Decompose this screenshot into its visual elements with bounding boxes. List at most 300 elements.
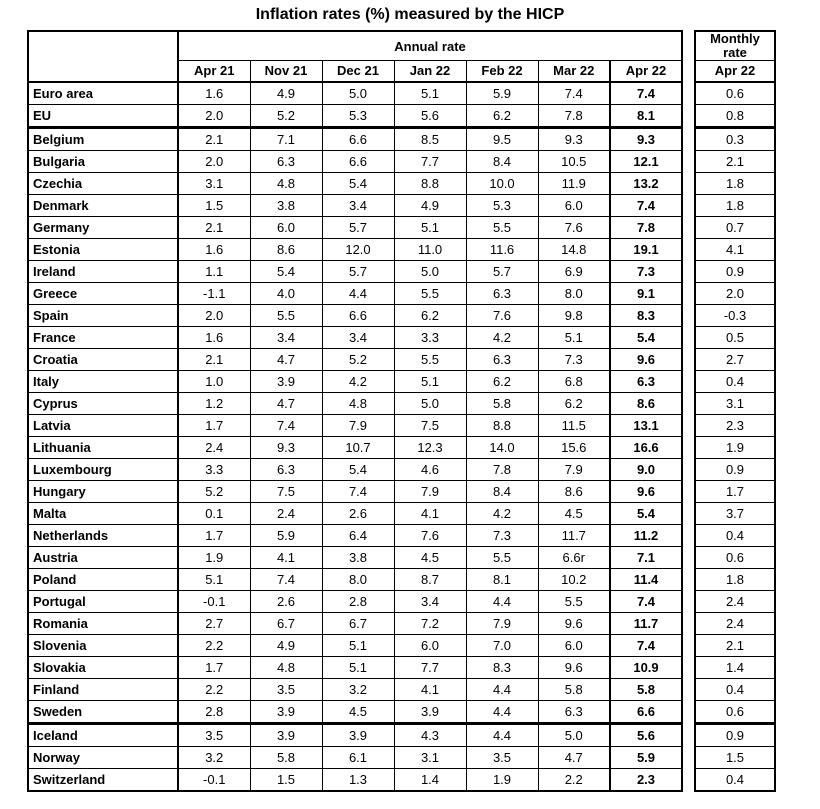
annual-value-cell: 5.8 bbox=[250, 746, 322, 768]
annual-value-cell: 7.5 bbox=[394, 414, 466, 436]
monthly-value-cell: 2.3 bbox=[695, 414, 775, 436]
annual-value-cell: 8.7 bbox=[394, 568, 466, 590]
monthly-value-cell: 0.6 bbox=[695, 82, 775, 105]
annual-value-cell: -0.1 bbox=[178, 590, 250, 612]
annual-value-cell: 3.5 bbox=[250, 678, 322, 700]
monthly-value-cell: 1.8 bbox=[695, 172, 775, 194]
row-label-switzerland: Switzerland bbox=[28, 768, 178, 791]
annual-value-cell: 3.5 bbox=[466, 746, 538, 768]
annual-value-cell: 5.8 bbox=[610, 678, 682, 700]
annual-value-cell: 5.5 bbox=[394, 348, 466, 370]
annual-value-cell: 6.6r bbox=[538, 546, 610, 568]
annual-value-cell: 5.5 bbox=[466, 216, 538, 238]
monthly-value-cell: 1.9 bbox=[695, 436, 775, 458]
annual-value-cell: 12.0 bbox=[322, 238, 394, 260]
annual-value-cell: 5.0 bbox=[394, 392, 466, 414]
annual-value-cell: 8.1 bbox=[610, 104, 682, 127]
table-gap bbox=[682, 238, 695, 260]
table-gap bbox=[682, 127, 695, 150]
annual-value-cell: 5.3 bbox=[466, 194, 538, 216]
annual-value-cell: 12.1 bbox=[610, 150, 682, 172]
table-row bbox=[28, 746, 775, 768]
annual-value-cell: 4.1 bbox=[394, 502, 466, 524]
annual-value-cell: 6.6 bbox=[322, 150, 394, 172]
annual-value-cell: 5.1 bbox=[178, 568, 250, 590]
annual-value-cell: 6.8 bbox=[538, 370, 610, 392]
annual-value-cell: 9.6 bbox=[538, 656, 610, 678]
column-header-apr-21: Apr 21 bbox=[178, 61, 250, 82]
table-gap bbox=[682, 656, 695, 678]
table-gap bbox=[682, 304, 695, 326]
row-label-italy: Italy bbox=[28, 370, 178, 392]
annual-value-cell: 7.3 bbox=[538, 348, 610, 370]
table-row bbox=[28, 82, 775, 105]
annual-value-cell: 3.4 bbox=[394, 590, 466, 612]
annual-value-cell: 7.9 bbox=[466, 612, 538, 634]
row-label-finland: Finland bbox=[28, 678, 178, 700]
table-row bbox=[28, 480, 775, 502]
annual-value-cell: 1.6 bbox=[178, 82, 250, 105]
column-header-apr-22: Apr 22 bbox=[610, 61, 682, 82]
annual-value-cell: 14.0 bbox=[466, 436, 538, 458]
annual-value-cell: 7.9 bbox=[538, 458, 610, 480]
annual-value-cell: 5.7 bbox=[466, 260, 538, 282]
table-row bbox=[28, 502, 775, 524]
table-row bbox=[28, 546, 775, 568]
annual-value-cell: 4.2 bbox=[466, 502, 538, 524]
annual-value-cell: 5.2 bbox=[178, 480, 250, 502]
row-label-eu: EU bbox=[28, 104, 178, 127]
table-row bbox=[28, 238, 775, 260]
annual-value-cell: 7.1 bbox=[250, 127, 322, 150]
table-gap bbox=[682, 172, 695, 194]
annual-value-cell: 7.1 bbox=[610, 546, 682, 568]
table-row bbox=[28, 436, 775, 458]
monthly-value-cell: 1.7 bbox=[695, 480, 775, 502]
annual-value-cell: 4.3 bbox=[394, 723, 466, 746]
annual-value-cell: 6.2 bbox=[466, 104, 538, 127]
annual-value-cell: 7.8 bbox=[538, 104, 610, 127]
monthly-value-cell: 0.9 bbox=[695, 260, 775, 282]
annual-value-cell: 1.7 bbox=[178, 656, 250, 678]
annual-value-cell: 4.0 bbox=[250, 282, 322, 304]
monthly-value-cell: 1.8 bbox=[695, 194, 775, 216]
monthly-value-cell: 2.1 bbox=[695, 150, 775, 172]
table-row bbox=[28, 590, 775, 612]
annual-value-cell: 5.7 bbox=[322, 260, 394, 282]
table-gap bbox=[682, 723, 695, 746]
annual-value-cell: 3.9 bbox=[394, 700, 466, 723]
annual-value-cell: 5.0 bbox=[538, 723, 610, 746]
table-gap bbox=[682, 282, 695, 304]
monthly-value-cell: -0.3 bbox=[695, 304, 775, 326]
annual-value-cell: 1.7 bbox=[178, 414, 250, 436]
annual-value-cell: 5.1 bbox=[394, 216, 466, 238]
annual-value-cell: 4.4 bbox=[466, 590, 538, 612]
annual-value-cell: 10.7 bbox=[322, 436, 394, 458]
annual-value-cell: 3.8 bbox=[250, 194, 322, 216]
annual-value-cell: 2.8 bbox=[322, 590, 394, 612]
annual-value-cell: 5.1 bbox=[322, 656, 394, 678]
annual-value-cell: 5.8 bbox=[538, 678, 610, 700]
annual-value-cell: 5.8 bbox=[466, 392, 538, 414]
monthly-value-cell: 1.5 bbox=[695, 746, 775, 768]
table-gap bbox=[682, 370, 695, 392]
annual-value-cell: 9.6 bbox=[610, 348, 682, 370]
annual-value-cell: 6.6 bbox=[322, 127, 394, 150]
annual-value-cell: 2.2 bbox=[178, 634, 250, 656]
annual-value-cell: 6.3 bbox=[466, 348, 538, 370]
annual-value-cell: 4.5 bbox=[394, 546, 466, 568]
table-gap bbox=[682, 568, 695, 590]
annual-value-cell: 4.1 bbox=[250, 546, 322, 568]
annual-value-cell: 7.6 bbox=[394, 524, 466, 546]
table-gap bbox=[682, 700, 695, 723]
row-label-lithuania: Lithuania bbox=[28, 436, 178, 458]
annual-value-cell: 3.4 bbox=[322, 326, 394, 348]
table-row bbox=[28, 634, 775, 656]
annual-value-cell: 6.2 bbox=[466, 370, 538, 392]
row-label-euro-area: Euro area bbox=[28, 82, 178, 105]
table-row bbox=[28, 216, 775, 238]
annual-value-cell: 4.1 bbox=[394, 678, 466, 700]
annual-value-cell: 15.6 bbox=[538, 436, 610, 458]
annual-value-cell: 4.2 bbox=[466, 326, 538, 348]
table-gap bbox=[682, 414, 695, 436]
monthly-value-cell: 2.4 bbox=[695, 590, 775, 612]
annual-value-cell: 3.3 bbox=[178, 458, 250, 480]
annual-value-cell: 4.6 bbox=[394, 458, 466, 480]
table-gap bbox=[682, 480, 695, 502]
annual-value-cell: 7.9 bbox=[394, 480, 466, 502]
annual-value-cell: 5.1 bbox=[394, 370, 466, 392]
annual-value-cell: 3.2 bbox=[178, 746, 250, 768]
table-gap bbox=[682, 104, 695, 127]
annual-value-cell: 4.7 bbox=[538, 746, 610, 768]
annual-value-cell: 1.1 bbox=[178, 260, 250, 282]
annual-value-cell: 5.4 bbox=[250, 260, 322, 282]
annual-value-cell: 12.3 bbox=[394, 436, 466, 458]
annual-value-cell: 4.7 bbox=[250, 392, 322, 414]
annual-value-cell: 5.6 bbox=[610, 723, 682, 746]
table-gap bbox=[682, 612, 695, 634]
annual-value-cell: 1.6 bbox=[178, 238, 250, 260]
annual-value-cell: 8.6 bbox=[538, 480, 610, 502]
row-label-belgium: Belgium bbox=[28, 127, 178, 150]
annual-value-cell: 11.2 bbox=[610, 524, 682, 546]
table-gap bbox=[682, 194, 695, 216]
annual-value-cell: 8.0 bbox=[538, 282, 610, 304]
annual-value-cell: 7.5 bbox=[250, 480, 322, 502]
annual-value-cell: 6.6 bbox=[322, 304, 394, 326]
annual-value-cell: 11.7 bbox=[538, 524, 610, 546]
table-row bbox=[28, 392, 775, 414]
annual-value-cell: 7.3 bbox=[466, 524, 538, 546]
annual-value-cell: 3.9 bbox=[250, 723, 322, 746]
row-label-portugal: Portugal bbox=[28, 590, 178, 612]
table-gap bbox=[682, 546, 695, 568]
annual-value-cell: 6.2 bbox=[538, 392, 610, 414]
annual-value-cell: 3.1 bbox=[178, 172, 250, 194]
table-gap bbox=[682, 458, 695, 480]
annual-value-cell: 1.4 bbox=[394, 768, 466, 791]
annual-value-cell: 7.4 bbox=[610, 194, 682, 216]
monthly-column-header: Apr 22 bbox=[695, 61, 775, 82]
annual-value-cell: 7.8 bbox=[610, 216, 682, 238]
annual-value-cell: 5.2 bbox=[322, 348, 394, 370]
table-gap bbox=[682, 61, 695, 82]
table-gap bbox=[682, 524, 695, 546]
monthly-value-cell: 3.1 bbox=[695, 392, 775, 414]
annual-value-cell: 5.7 bbox=[322, 216, 394, 238]
annual-value-cell: 7.4 bbox=[610, 590, 682, 612]
annual-value-cell: 2.0 bbox=[178, 304, 250, 326]
annual-value-cell: 8.4 bbox=[466, 480, 538, 502]
annual-value-cell: 1.9 bbox=[178, 546, 250, 568]
annual-value-cell: 3.4 bbox=[250, 326, 322, 348]
annual-value-cell: 6.3 bbox=[250, 458, 322, 480]
annual-value-cell: 4.8 bbox=[250, 656, 322, 678]
annual-value-cell: 14.8 bbox=[538, 238, 610, 260]
row-label-austria: Austria bbox=[28, 546, 178, 568]
annual-value-cell: 6.7 bbox=[322, 612, 394, 634]
annual-value-cell: 2.0 bbox=[178, 104, 250, 127]
annual-value-cell: 11.9 bbox=[538, 172, 610, 194]
table-gap bbox=[682, 634, 695, 656]
row-label-spain: Spain bbox=[28, 304, 178, 326]
monthly-value-cell: 0.9 bbox=[695, 458, 775, 480]
row-label-poland: Poland bbox=[28, 568, 178, 590]
annual-value-cell: 5.1 bbox=[394, 82, 466, 105]
annual-value-cell: 7.4 bbox=[610, 634, 682, 656]
monthly-value-cell: 0.9 bbox=[695, 723, 775, 746]
annual-value-cell: 2.4 bbox=[250, 502, 322, 524]
annual-value-cell: 5.4 bbox=[610, 326, 682, 348]
annual-value-cell: 10.9 bbox=[610, 656, 682, 678]
row-label-slovenia: Slovenia bbox=[28, 634, 178, 656]
table-row bbox=[28, 524, 775, 546]
annual-value-cell: 4.8 bbox=[322, 392, 394, 414]
monthly-value-cell: 0.6 bbox=[695, 700, 775, 723]
row-label-france: France bbox=[28, 326, 178, 348]
table-header bbox=[28, 31, 775, 82]
annual-value-cell: 7.9 bbox=[322, 414, 394, 436]
annual-value-cell: 2.0 bbox=[178, 150, 250, 172]
row-label-bulgaria: Bulgaria bbox=[28, 150, 178, 172]
annual-value-cell: 1.0 bbox=[178, 370, 250, 392]
table-body bbox=[28, 82, 775, 791]
table-row bbox=[28, 458, 775, 480]
annual-value-cell: 6.9 bbox=[538, 260, 610, 282]
table-row bbox=[28, 127, 775, 150]
table-row bbox=[28, 304, 775, 326]
table-gap bbox=[682, 392, 695, 414]
table-gap bbox=[682, 216, 695, 238]
monthly-value-cell: 4.1 bbox=[695, 238, 775, 260]
annual-value-cell: 1.3 bbox=[322, 768, 394, 791]
annual-value-cell: 1.5 bbox=[250, 768, 322, 791]
table-row bbox=[28, 370, 775, 392]
annual-value-cell: 7.4 bbox=[250, 414, 322, 436]
row-label-sweden: Sweden bbox=[28, 700, 178, 723]
annual-value-cell: 3.9 bbox=[250, 700, 322, 723]
annual-value-cell: 8.3 bbox=[466, 656, 538, 678]
annual-value-cell: 3.9 bbox=[322, 723, 394, 746]
annual-value-cell: 7.7 bbox=[394, 150, 466, 172]
annual-value-cell: 4.4 bbox=[322, 282, 394, 304]
annual-value-cell: 4.8 bbox=[250, 172, 322, 194]
table-row bbox=[28, 282, 775, 304]
annual-value-cell: 10.0 bbox=[466, 172, 538, 194]
row-label-hungary: Hungary bbox=[28, 480, 178, 502]
monthly-value-cell: 0.8 bbox=[695, 104, 775, 127]
annual-value-cell: 2.1 bbox=[178, 348, 250, 370]
row-label-romania: Romania bbox=[28, 612, 178, 634]
table-gap bbox=[682, 150, 695, 172]
row-label-iceland: Iceland bbox=[28, 723, 178, 746]
annual-value-cell: 1.9 bbox=[466, 768, 538, 791]
column-header-nov-21: Nov 21 bbox=[250, 61, 322, 82]
annual-value-cell: 6.7 bbox=[250, 612, 322, 634]
table-gap bbox=[682, 82, 695, 105]
annual-value-cell: 2.2 bbox=[538, 768, 610, 791]
annual-value-cell: 1.6 bbox=[178, 326, 250, 348]
annual-value-cell: 9.6 bbox=[538, 612, 610, 634]
annual-value-cell: 8.4 bbox=[466, 150, 538, 172]
annual-value-cell: 5.9 bbox=[610, 746, 682, 768]
annual-value-cell: -1.1 bbox=[178, 282, 250, 304]
table-row bbox=[28, 414, 775, 436]
annual-value-cell: 9.1 bbox=[610, 282, 682, 304]
table-gap bbox=[682, 678, 695, 700]
annual-value-cell: 6.0 bbox=[250, 216, 322, 238]
annual-value-cell: 5.4 bbox=[610, 502, 682, 524]
annual-value-cell: 9.3 bbox=[250, 436, 322, 458]
table-row bbox=[28, 678, 775, 700]
annual-value-cell: 0.1 bbox=[178, 502, 250, 524]
annual-value-cell: 8.1 bbox=[466, 568, 538, 590]
table-row bbox=[28, 612, 775, 634]
annual-value-cell: 3.2 bbox=[322, 678, 394, 700]
annual-value-cell: 1.7 bbox=[178, 524, 250, 546]
annual-value-cell: 7.3 bbox=[610, 260, 682, 282]
annual-value-cell: 2.4 bbox=[178, 436, 250, 458]
annual-value-cell: 8.0 bbox=[322, 568, 394, 590]
annual-value-cell: 7.4 bbox=[322, 480, 394, 502]
row-label-cyprus: Cyprus bbox=[28, 392, 178, 414]
annual-value-cell: 5.2 bbox=[250, 104, 322, 127]
group-header-row bbox=[28, 31, 775, 61]
annual-value-cell: 9.0 bbox=[610, 458, 682, 480]
table-gap bbox=[682, 348, 695, 370]
annual-value-cell: 7.8 bbox=[466, 458, 538, 480]
annual-value-cell: 7.6 bbox=[466, 304, 538, 326]
annual-value-cell: 7.4 bbox=[250, 568, 322, 590]
monthly-value-cell: 0.5 bbox=[695, 326, 775, 348]
corner-cell bbox=[28, 31, 178, 82]
annual-value-cell: 11.5 bbox=[538, 414, 610, 436]
monthly-value-cell: 2.1 bbox=[695, 634, 775, 656]
annual-value-cell: 4.2 bbox=[322, 370, 394, 392]
column-header-feb-22: Feb 22 bbox=[466, 61, 538, 82]
annual-value-cell: 5.6 bbox=[394, 104, 466, 127]
annual-value-cell: 4.5 bbox=[538, 502, 610, 524]
row-label-luxembourg: Luxembourg bbox=[28, 458, 178, 480]
annual-value-cell: 4.4 bbox=[466, 723, 538, 746]
table-row bbox=[28, 700, 775, 723]
table-row bbox=[28, 348, 775, 370]
table-row bbox=[28, 150, 775, 172]
row-label-greece: Greece bbox=[28, 282, 178, 304]
annual-value-cell: 2.8 bbox=[178, 700, 250, 723]
annual-value-cell: 5.1 bbox=[322, 634, 394, 656]
annual-value-cell: 7.4 bbox=[538, 82, 610, 105]
annual-value-cell: 9.6 bbox=[610, 480, 682, 502]
table-gap bbox=[682, 326, 695, 348]
table-gap bbox=[682, 502, 695, 524]
annual-value-cell: 5.1 bbox=[538, 326, 610, 348]
annual-value-cell: 9.8 bbox=[538, 304, 610, 326]
annual-value-cell: 5.5 bbox=[538, 590, 610, 612]
annual-value-cell: 7.6 bbox=[538, 216, 610, 238]
table-gap bbox=[682, 590, 695, 612]
annual-value-cell: 19.1 bbox=[610, 238, 682, 260]
table-row bbox=[28, 104, 775, 127]
monthly-value-cell: 2.4 bbox=[695, 612, 775, 634]
column-header-dec-21: Dec 21 bbox=[322, 61, 394, 82]
monthly-value-cell: 2.0 bbox=[695, 282, 775, 304]
annual-value-cell: 8.8 bbox=[466, 414, 538, 436]
annual-value-cell: 2.2 bbox=[178, 678, 250, 700]
annual-value-cell: 2.6 bbox=[322, 502, 394, 524]
annual-value-cell: 5.9 bbox=[466, 82, 538, 105]
annual-value-cell: 6.1 bbox=[322, 746, 394, 768]
annual-value-cell: -0.1 bbox=[178, 768, 250, 791]
row-label-estonia: Estonia bbox=[28, 238, 178, 260]
annual-value-cell: 6.3 bbox=[610, 370, 682, 392]
annual-value-cell: 6.3 bbox=[250, 150, 322, 172]
annual-value-cell: 8.6 bbox=[250, 238, 322, 260]
annual-value-cell: 7.4 bbox=[610, 82, 682, 105]
annual-value-cell: 3.9 bbox=[250, 370, 322, 392]
annual-value-cell: 4.4 bbox=[466, 700, 538, 723]
annual-value-cell: 5.5 bbox=[394, 282, 466, 304]
hicp-inflation-table bbox=[27, 30, 776, 792]
annual-value-cell: 8.3 bbox=[610, 304, 682, 326]
annual-value-cell: 4.9 bbox=[250, 634, 322, 656]
row-label-slovakia: Slovakia bbox=[28, 656, 178, 678]
monthly-value-cell: 0.4 bbox=[695, 524, 775, 546]
row-label-croatia: Croatia bbox=[28, 348, 178, 370]
table-row bbox=[28, 260, 775, 282]
table-row bbox=[28, 172, 775, 194]
row-label-latvia: Latvia bbox=[28, 414, 178, 436]
annual-value-cell: 6.3 bbox=[466, 282, 538, 304]
row-label-ireland: Ireland bbox=[28, 260, 178, 282]
monthly-value-cell: 0.4 bbox=[695, 678, 775, 700]
annual-value-cell: 5.9 bbox=[250, 524, 322, 546]
annual-value-cell: 6.2 bbox=[394, 304, 466, 326]
annual-value-cell: 4.9 bbox=[394, 194, 466, 216]
annual-value-cell: 1.2 bbox=[178, 392, 250, 414]
annual-value-cell: 5.3 bbox=[322, 104, 394, 127]
annual-value-cell: 8.6 bbox=[610, 392, 682, 414]
row-label-denmark: Denmark bbox=[28, 194, 178, 216]
annual-value-cell: 3.4 bbox=[322, 194, 394, 216]
annual-value-cell: 3.1 bbox=[394, 746, 466, 768]
annual-value-cell: 9.5 bbox=[466, 127, 538, 150]
row-label-czechia: Czechia bbox=[28, 172, 178, 194]
